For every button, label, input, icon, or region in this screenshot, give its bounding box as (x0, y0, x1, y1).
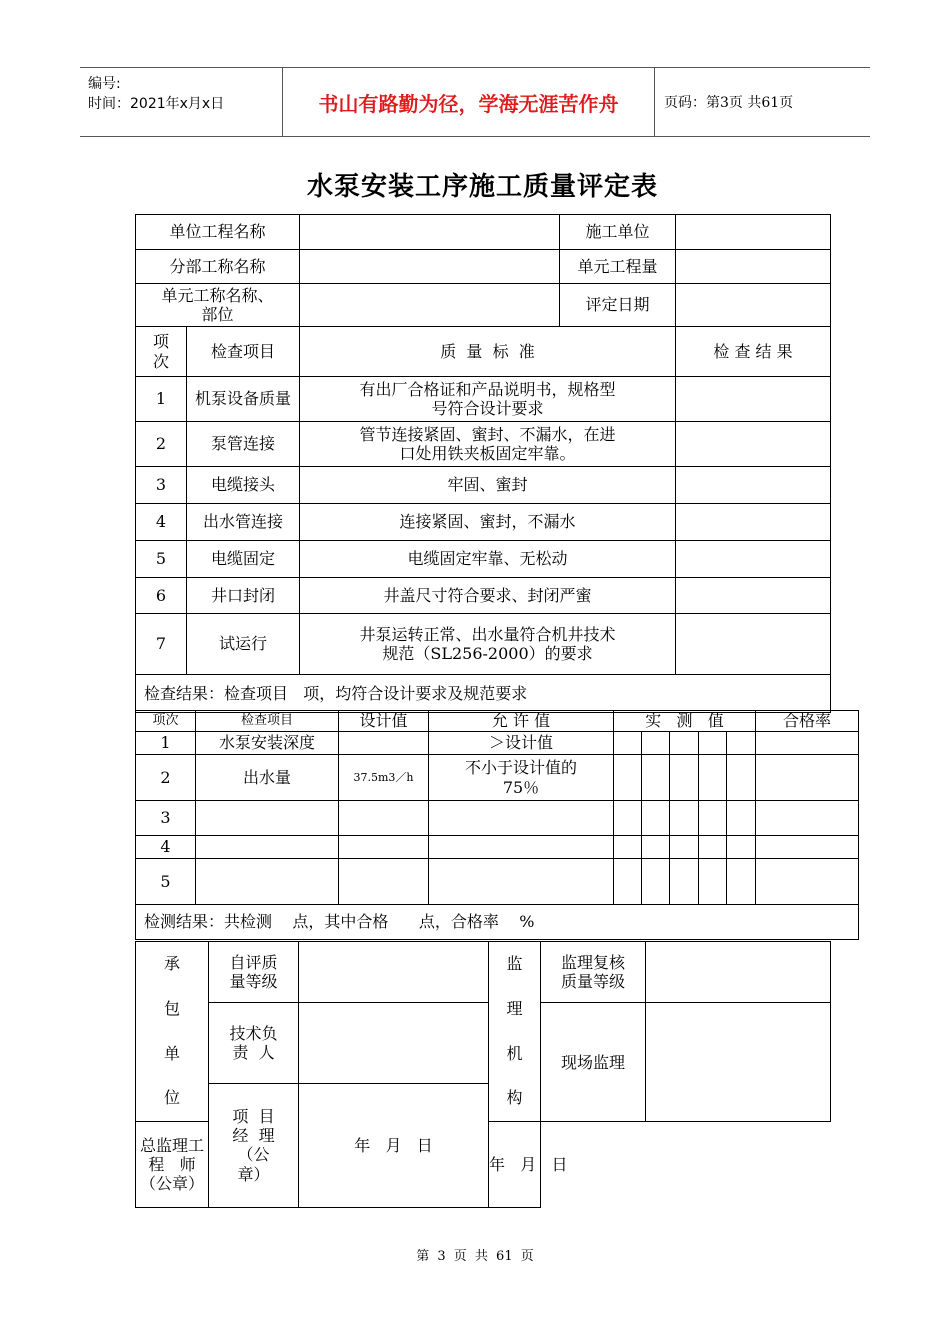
pass-rate-cell[interactable] (756, 859, 859, 905)
measured-cell[interactable] (727, 755, 756, 801)
time-label: 时间：2021年x月x日 (88, 96, 225, 112)
number-label: 编号: (88, 76, 121, 92)
pm-line-1: 项 目 (232, 1107, 275, 1127)
item-no-header-line-2: 次 (152, 351, 169, 371)
contractor-unit-label (136, 942, 209, 1122)
unit-quantity-value[interactable] (676, 250, 831, 284)
supervisor-char: 构 (506, 1088, 523, 1108)
construction-unit-label: 施工单位 (560, 215, 676, 250)
measured-cell[interactable] (670, 859, 699, 905)
chief-supervisor-date[interactable]: 年 月 日 (489, 1122, 541, 1208)
measure-row-item: 水泵安装深度 (196, 732, 339, 755)
measured-cell[interactable] (642, 836, 670, 859)
measure-row (136, 836, 859, 859)
measure-row-allow[interactable] (429, 801, 614, 836)
page-footer: 第 3 页 共 61 页 (416, 1249, 534, 1264)
check-row-result[interactable] (676, 377, 831, 422)
tech-lead-line-2: 责 人 (232, 1042, 275, 1062)
check-row (136, 504, 831, 541)
check-row-standard-line-2: 口处用铁夹板固定牢靠。 (399, 444, 576, 463)
self-grade-value[interactable] (299, 942, 489, 1003)
pm-line-3: （公 (237, 1145, 270, 1165)
tech-lead-line-1: 技术负 (229, 1023, 278, 1043)
self-grade-label (209, 942, 299, 1003)
check-row-standard-line-1: 有出厂合格证和产品说明书，规格型 (359, 379, 616, 399)
check-row-standard-line-1: 管节连接紧固、蜜封、不漏水，在进 (359, 424, 616, 444)
page-header (80, 67, 870, 137)
check-row-no: 7 (136, 614, 187, 675)
measured-cell[interactable] (614, 836, 642, 859)
pass-rate-header: 合格率 (756, 711, 859, 732)
check-row (136, 541, 831, 578)
measure-row-design[interactable] (339, 801, 429, 836)
check-row-no: 3 (136, 467, 187, 504)
measured-cell[interactable] (670, 732, 699, 755)
check-row (136, 578, 831, 614)
measure-row-no: 5 (136, 859, 196, 905)
measure-row-design[interactable] (339, 859, 429, 905)
check-row-no: 4 (136, 504, 187, 541)
supervisor-char: 理 (506, 998, 523, 1018)
design-value-header: 设计值 (339, 711, 429, 732)
check-row (136, 467, 831, 504)
header-meta (80, 68, 282, 136)
site-supervisor-value[interactable] (646, 1003, 831, 1122)
measured-cell[interactable] (670, 755, 699, 801)
check-row-item: 试运行 (187, 614, 300, 675)
measured-cell[interactable] (670, 836, 699, 859)
check-row-item: 电缆固定 (187, 541, 300, 578)
measured-cell[interactable] (699, 836, 727, 859)
review-grade-value[interactable] (646, 942, 831, 1003)
measured-cell[interactable] (699, 859, 727, 905)
measure-row-item[interactable] (196, 859, 339, 905)
contractor-char: 单 (163, 1043, 180, 1063)
measured-cell[interactable] (614, 755, 642, 801)
chief-line-3: （公章） (139, 1174, 204, 1194)
sub-project-name-value[interactable] (300, 250, 560, 284)
measure-row-design[interactable] (339, 836, 429, 859)
measured-cell[interactable] (670, 801, 699, 836)
measure-row-no: 4 (136, 836, 196, 859)
pass-rate-cell[interactable] (756, 732, 859, 755)
check-row-result[interactable] (676, 504, 831, 541)
check-row-standard (300, 377, 676, 422)
measured-cell[interactable] (699, 755, 727, 801)
check-row-standard-line-1: 井泵运转正常、出水量符合机井技术 (359, 624, 616, 644)
measure-row-allow: ＞设计值 (429, 732, 614, 755)
pass-rate-cell[interactable] (756, 755, 859, 801)
unit-name-part-value[interactable] (300, 284, 560, 327)
supervision-org-label (489, 942, 541, 1122)
measure-row (136, 732, 859, 755)
measure-row (136, 755, 859, 801)
measure-row-design[interactable] (339, 732, 429, 755)
measure-row (136, 801, 859, 836)
sub-project-name-label: 分部工称名称 (136, 250, 300, 284)
check-row-result[interactable] (676, 467, 831, 504)
tech-lead-label (209, 1003, 299, 1084)
measure-row-allow-line-1: 不小于设计值的 (464, 758, 577, 778)
signature-table (135, 941, 831, 1208)
self-grade-line-2: 量等级 (229, 972, 278, 991)
measure-row-allow[interactable] (429, 859, 614, 905)
check-row-item: 井口封闭 (187, 578, 300, 614)
header-slogan: 书山有路勤为径，学海无涯苦作舟 (282, 68, 655, 136)
check-row-standard: 电缆固定牢靠、无松动 (300, 541, 676, 578)
check-row-standard (300, 422, 676, 467)
measure-row-no: 2 (136, 755, 196, 801)
check-row-no: 1 (136, 377, 187, 422)
measured-cell[interactable] (614, 859, 642, 905)
review-grade-label (541, 942, 646, 1003)
supervisor-char: 机 (506, 1043, 523, 1063)
check-row-item: 出水管连接 (187, 504, 300, 541)
check-table (135, 214, 831, 713)
check-row (136, 614, 831, 675)
check-row-no: 6 (136, 578, 187, 614)
check-row-item: 泵管连接 (187, 422, 300, 467)
quality-standard-header: 质 量 标 准 (300, 327, 676, 377)
measure-item-no-header: 项次 (136, 711, 196, 732)
measure-row (136, 859, 859, 905)
measure-row-item[interactable] (196, 801, 339, 836)
check-row-standard-line-2: 规范（SL256-2000）的要求 (382, 644, 593, 663)
contractor-char: 承 (163, 954, 180, 973)
check-row-no: 2 (136, 422, 187, 467)
eval-date-value[interactable] (676, 284, 831, 327)
check-row-standard: 牢固、蜜封 (300, 467, 676, 504)
check-row-result[interactable] (676, 614, 831, 675)
measure-row-allow-line-2: 75％ (502, 777, 540, 797)
measured-cell[interactable] (642, 732, 670, 755)
project-manager-date[interactable]: 年 月 日 (299, 1083, 489, 1208)
project-manager-label (209, 1083, 299, 1208)
contractor-char: 位 (163, 1088, 180, 1108)
item-no-header-line-1: 项 (152, 332, 169, 352)
unit-name-part-line-1: 单元工称名称、 (161, 285, 274, 305)
measured-value-header: 实 测 值 (614, 711, 756, 732)
check-row-standard-line-2: 号符合设计要求 (431, 399, 544, 418)
measured-cell[interactable] (642, 801, 670, 836)
measure-summary: 检测结果：共检测 点，其中合格 点，合格率 % (136, 905, 859, 940)
supervisor-char: 监 (506, 954, 523, 973)
review-grade-line-2: 质量等级 (560, 972, 625, 991)
measured-cell[interactable] (614, 732, 642, 755)
check-row-no: 5 (136, 541, 187, 578)
check-row (136, 422, 831, 467)
check-result-header: 检 查 结 果 (676, 327, 831, 377)
check-row-item: 电缆接头 (187, 467, 300, 504)
site-supervisor-label: 现场监理 (541, 1003, 646, 1122)
measured-cell[interactable] (727, 801, 756, 836)
check-row-standard: 连接紧固、蜜封，不漏水 (300, 504, 676, 541)
tech-lead-value[interactable] (299, 1003, 489, 1084)
unit-name-part-line-2: 部位 (201, 305, 234, 324)
check-summary: 检查结果：检查项目 项，均符合设计要求及规范要求 (136, 675, 831, 713)
check-item-header: 检查项目 (187, 327, 300, 377)
check-row (136, 377, 831, 422)
check-row-standard: 井盖尺寸符合要求、封闭严蜜 (300, 578, 676, 614)
review-grade-line-1: 监理复核 (560, 952, 625, 972)
unit-name-part-label (136, 284, 300, 327)
pm-line-4: 章） (237, 1164, 270, 1184)
eval-date-label: 评定日期 (560, 284, 676, 327)
measured-cell[interactable] (727, 732, 756, 755)
measure-row-no: 1 (136, 732, 196, 755)
measured-cell[interactable] (727, 859, 756, 905)
header-page-info: 页码：第3页 共61页 (664, 95, 794, 111)
measure-row-allow[interactable] (429, 836, 614, 859)
unit-quantity-label: 单元工程量 (560, 250, 676, 284)
construction-unit-value[interactable] (676, 215, 831, 250)
item-no-header (136, 327, 187, 377)
page-title: 水泵安装工序施工质量评定表 (306, 172, 658, 202)
measure-table (135, 710, 859, 940)
measured-cell[interactable] (642, 859, 670, 905)
chief-line-2: 程 师 (148, 1155, 196, 1175)
check-row-result[interactable] (676, 541, 831, 578)
measure-row-no: 3 (136, 801, 196, 836)
measured-cell[interactable] (699, 732, 727, 755)
measure-row-item[interactable] (196, 836, 339, 859)
self-grade-line-1: 自评质 (229, 952, 278, 972)
pass-rate-cell[interactable] (756, 836, 859, 859)
measured-cell[interactable] (614, 801, 642, 836)
measure-check-item-header: 检查项目 (196, 711, 339, 732)
check-row-item: 机泵设备质量 (187, 377, 300, 422)
measure-row-allow (429, 755, 614, 801)
measure-row-design[interactable]: 37.5m3／h (339, 755, 429, 801)
allow-value-header: 允 许 值 (429, 711, 614, 732)
pm-line-2: 经 理 (232, 1126, 275, 1146)
chief-supervisor-label (136, 1122, 209, 1208)
measured-cell[interactable] (727, 836, 756, 859)
contractor-char: 包 (163, 998, 180, 1018)
check-row-standard (300, 614, 676, 675)
measure-row-item: 出水量 (196, 755, 339, 801)
measured-cell[interactable] (699, 801, 727, 836)
pass-rate-cell[interactable] (756, 801, 859, 836)
check-row-result[interactable] (676, 422, 831, 467)
measured-cell[interactable] (642, 755, 670, 801)
chief-line-1: 总监理工 (139, 1135, 204, 1155)
unit-project-name-value[interactable] (300, 215, 560, 250)
unit-project-name-label: 单位工程名称 (136, 215, 300, 250)
check-row-result[interactable] (676, 578, 831, 614)
